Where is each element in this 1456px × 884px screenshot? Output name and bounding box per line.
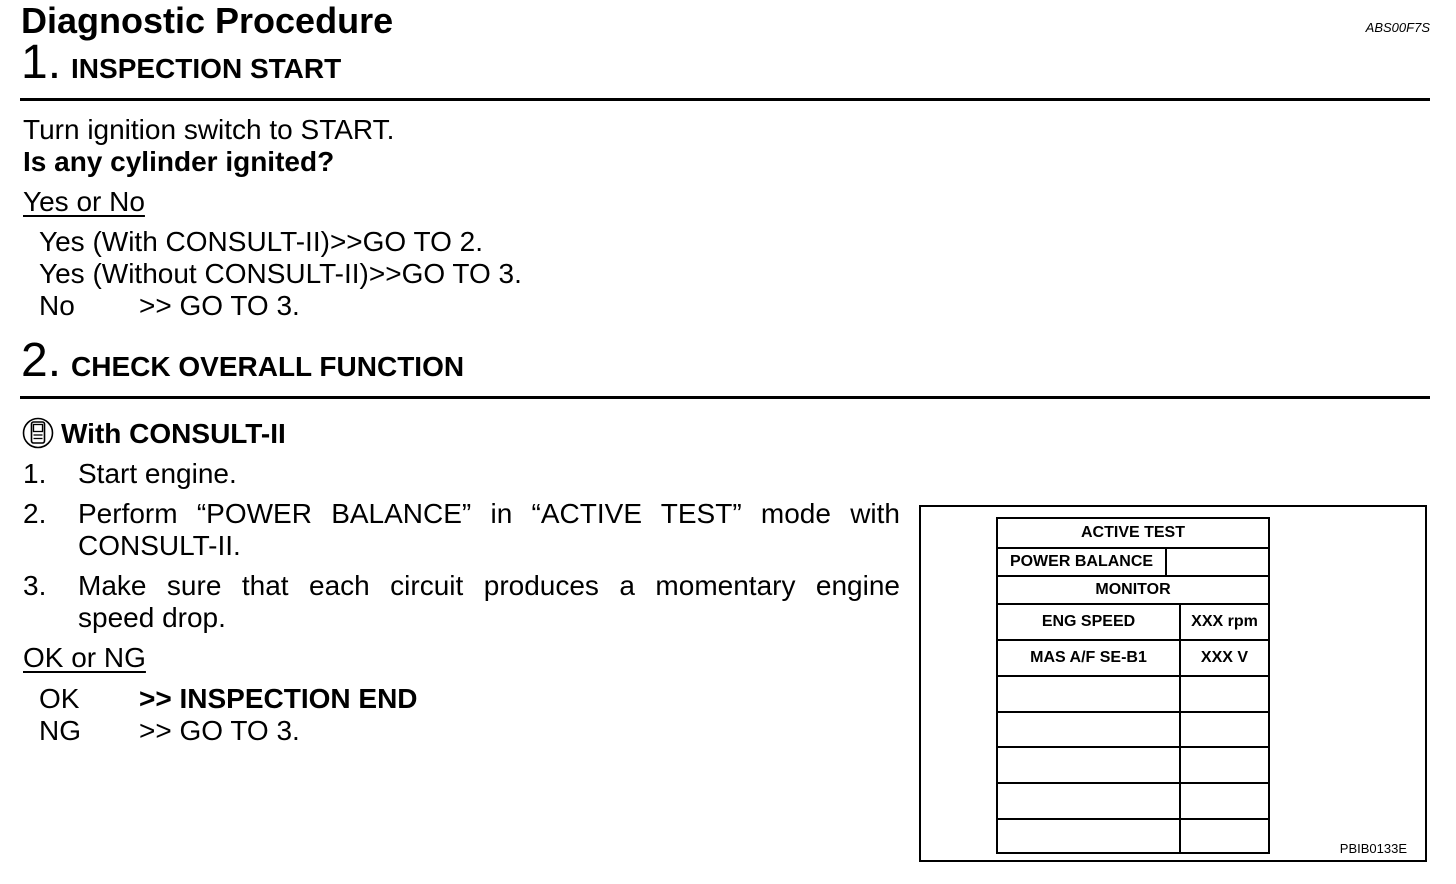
step2-result-ng [39, 715, 300, 747]
consult-tool-icon [21, 417, 55, 456]
active-test-screen [996, 517, 1270, 854]
step1-result-yes-consult: Yes (With CONSULT-II)>>GO TO 2. [39, 226, 483, 257]
step2-item-2-text-line2: CONSULT-II. [78, 530, 241, 561]
empty-row [998, 713, 1268, 748]
step1-number: 1. [21, 36, 62, 89]
step2-divider [20, 396, 1430, 399]
step2-item-2-number: 2. [23, 498, 47, 529]
step2-number: 2. [21, 334, 62, 387]
step2-item-3 [23, 570, 78, 602]
with-consult-label-row [21, 417, 286, 456]
monitor-item-row [998, 605, 1268, 641]
reference-code: ABS00F7S [1365, 20, 1430, 35]
step1-instruction: Turn ignition switch to START. [23, 114, 395, 145]
step1-result-no [39, 290, 300, 322]
empty-cell [998, 677, 1181, 711]
step1-question: Is any cylinder ignited? [23, 146, 335, 177]
step2-item-1 [23, 458, 237, 490]
step2-item-1-text: Start engine. [78, 458, 237, 489]
empty-row [998, 677, 1268, 713]
empty-cell [998, 713, 1181, 746]
step2-item-3-text-line2: speed drop. [78, 602, 226, 633]
power-balance-label: POWER BALANCE [998, 549, 1167, 575]
step2-ok-action: >> INSPECTION END [139, 683, 418, 714]
page-title: Diagnostic Procedure [21, 0, 394, 41]
step2-ng-key: NG [39, 715, 81, 746]
step1-result-yes-no-consult: Yes (Without CONSULT-II)>>GO TO 3. [39, 258, 522, 289]
empty-row [998, 748, 1268, 784]
step2-title: CHECK OVERALL FUNCTION [71, 351, 465, 382]
figure-code: PBIB0133E [1339, 841, 1407, 856]
step2-item-2-text-line1: Perform “POWER BALANCE” in “ACTIVE TEST” mode with [78, 498, 900, 529]
step1-no-key: No [39, 290, 75, 321]
power-balance-value [1167, 549, 1268, 575]
power-balance-row [998, 549, 1268, 577]
monitor-label: MONITOR [1095, 581, 1171, 598]
monitor-item-value: XXX rpm [1191, 613, 1258, 630]
step1-title: INSPECTION START [71, 53, 342, 84]
empty-cell [998, 820, 1181, 852]
step2-ok-key: OK [39, 683, 80, 714]
step2-item-2 [23, 498, 78, 530]
step1-divider [20, 98, 1430, 101]
step2-answer-label: OK or NG [23, 642, 146, 673]
step2-heading [21, 334, 464, 388]
monitor-item-row [998, 641, 1268, 677]
step2-item-3-text-line1: Make sure that each circuit produces a momentary engine [78, 570, 900, 601]
step2-result-ok [39, 683, 418, 715]
empty-row [998, 784, 1268, 820]
step1-heading [21, 36, 341, 90]
empty-row [998, 820, 1268, 852]
active-test-header: ACTIVE TEST [1080, 524, 1185, 541]
consult-screen-figure [919, 505, 1427, 862]
monitor-item-name: ENG SPEED [998, 605, 1181, 639]
active-test-header-row [998, 519, 1268, 549]
step1-no-action: >> GO TO 3. [139, 290, 300, 321]
step2-item-3-number: 3. [23, 570, 47, 601]
monitor-item-name: MAS A/F SE-B1 [998, 641, 1181, 675]
with-consult-label: With CONSULT-II [61, 418, 286, 449]
empty-cell [998, 784, 1181, 818]
empty-cell [998, 748, 1181, 782]
step1-answer-label: Yes or No [23, 186, 145, 217]
step2-item-1-number: 1. [23, 458, 47, 489]
step2-ng-action: >> GO TO 3. [139, 715, 300, 746]
monitor-row [998, 577, 1268, 605]
monitor-item-value: XXX V [1200, 649, 1249, 666]
